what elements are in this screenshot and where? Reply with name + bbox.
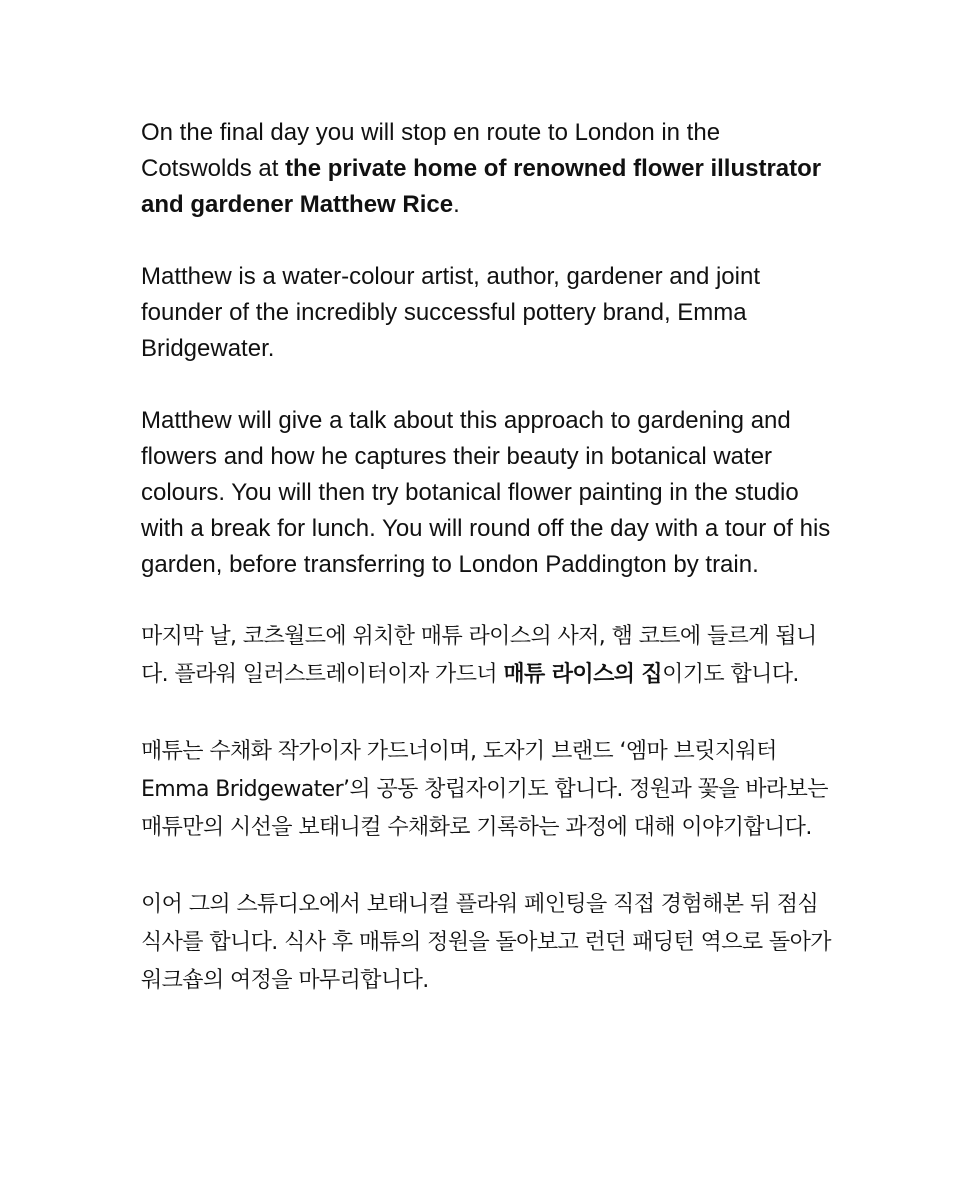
korean-p1-highlight: 매튜 라이스의 집 — [503, 662, 663, 687]
korean-p1-text: 마지막 날, 코츠월드에 위치한 매튜 라이스의 사저, 햄 코트에 들르게 됩니다. 플라워 일러스트레이터이자 가드너 — [141, 624, 817, 687]
english-paragraph-2: Matthew is a water-colour artist, author, gardener and joint founder of the incredibly successful pottery brand, Emma Bridgewater. — [141, 263, 760, 362]
korean-paragraph-3: 이어 그의 스튜디오에서 보태니컬 플라워 페인팅을 직접 경험해본 뒤 점심 식사를 합니다. 식사 후 매튜의 정원을 돌아보고 런던 패딩턴 역으로 돌아가 워크숍의 여정을 마무리합니다. — [141, 892, 831, 993]
english-p1-text: On the final day you will stop en route to London in the Cotswolds at — [141, 119, 721, 182]
article-body — [141, 115, 831, 1000]
korean-paragraph-1 — [141, 618, 831, 694]
paragraph-spacer — [141, 223, 831, 259]
english-p1-end: . — [453, 191, 460, 218]
paragraph-spacer — [141, 583, 831, 618]
paragraph-spacer — [141, 694, 831, 733]
english-p1-highlight: the private home of renowned flower illustrator and gardener Matthew Rice — [141, 155, 822, 218]
korean-p1-end: 이기도 합니다. — [662, 662, 799, 687]
english-paragraph-1 — [141, 115, 831, 223]
english-paragraph-3: Matthew will give a talk about this approach to gardening and flowers and how he captures their beauty in botanical water colours. You will then try botanical flower painting in the studio with a break for lunch. You will round off the day with a tour of his garden, before transferring to London Paddington by train. — [141, 407, 831, 578]
korean-paragraph-2: 매튜는 수채화 작가이자 가드너이며, 도자기 브랜드 ‘엠마 브릿지워터Emma Bridgewater’의 공동 창립자이기도 합니다. 정원과 꽃을 바라보는 매튜만의 시선을 보태니컬 수채화로 기록하는 과정에 대해 이야기합니다. — [141, 739, 828, 840]
paragraph-spacer — [141, 367, 831, 403]
paragraph-spacer — [141, 847, 831, 886]
